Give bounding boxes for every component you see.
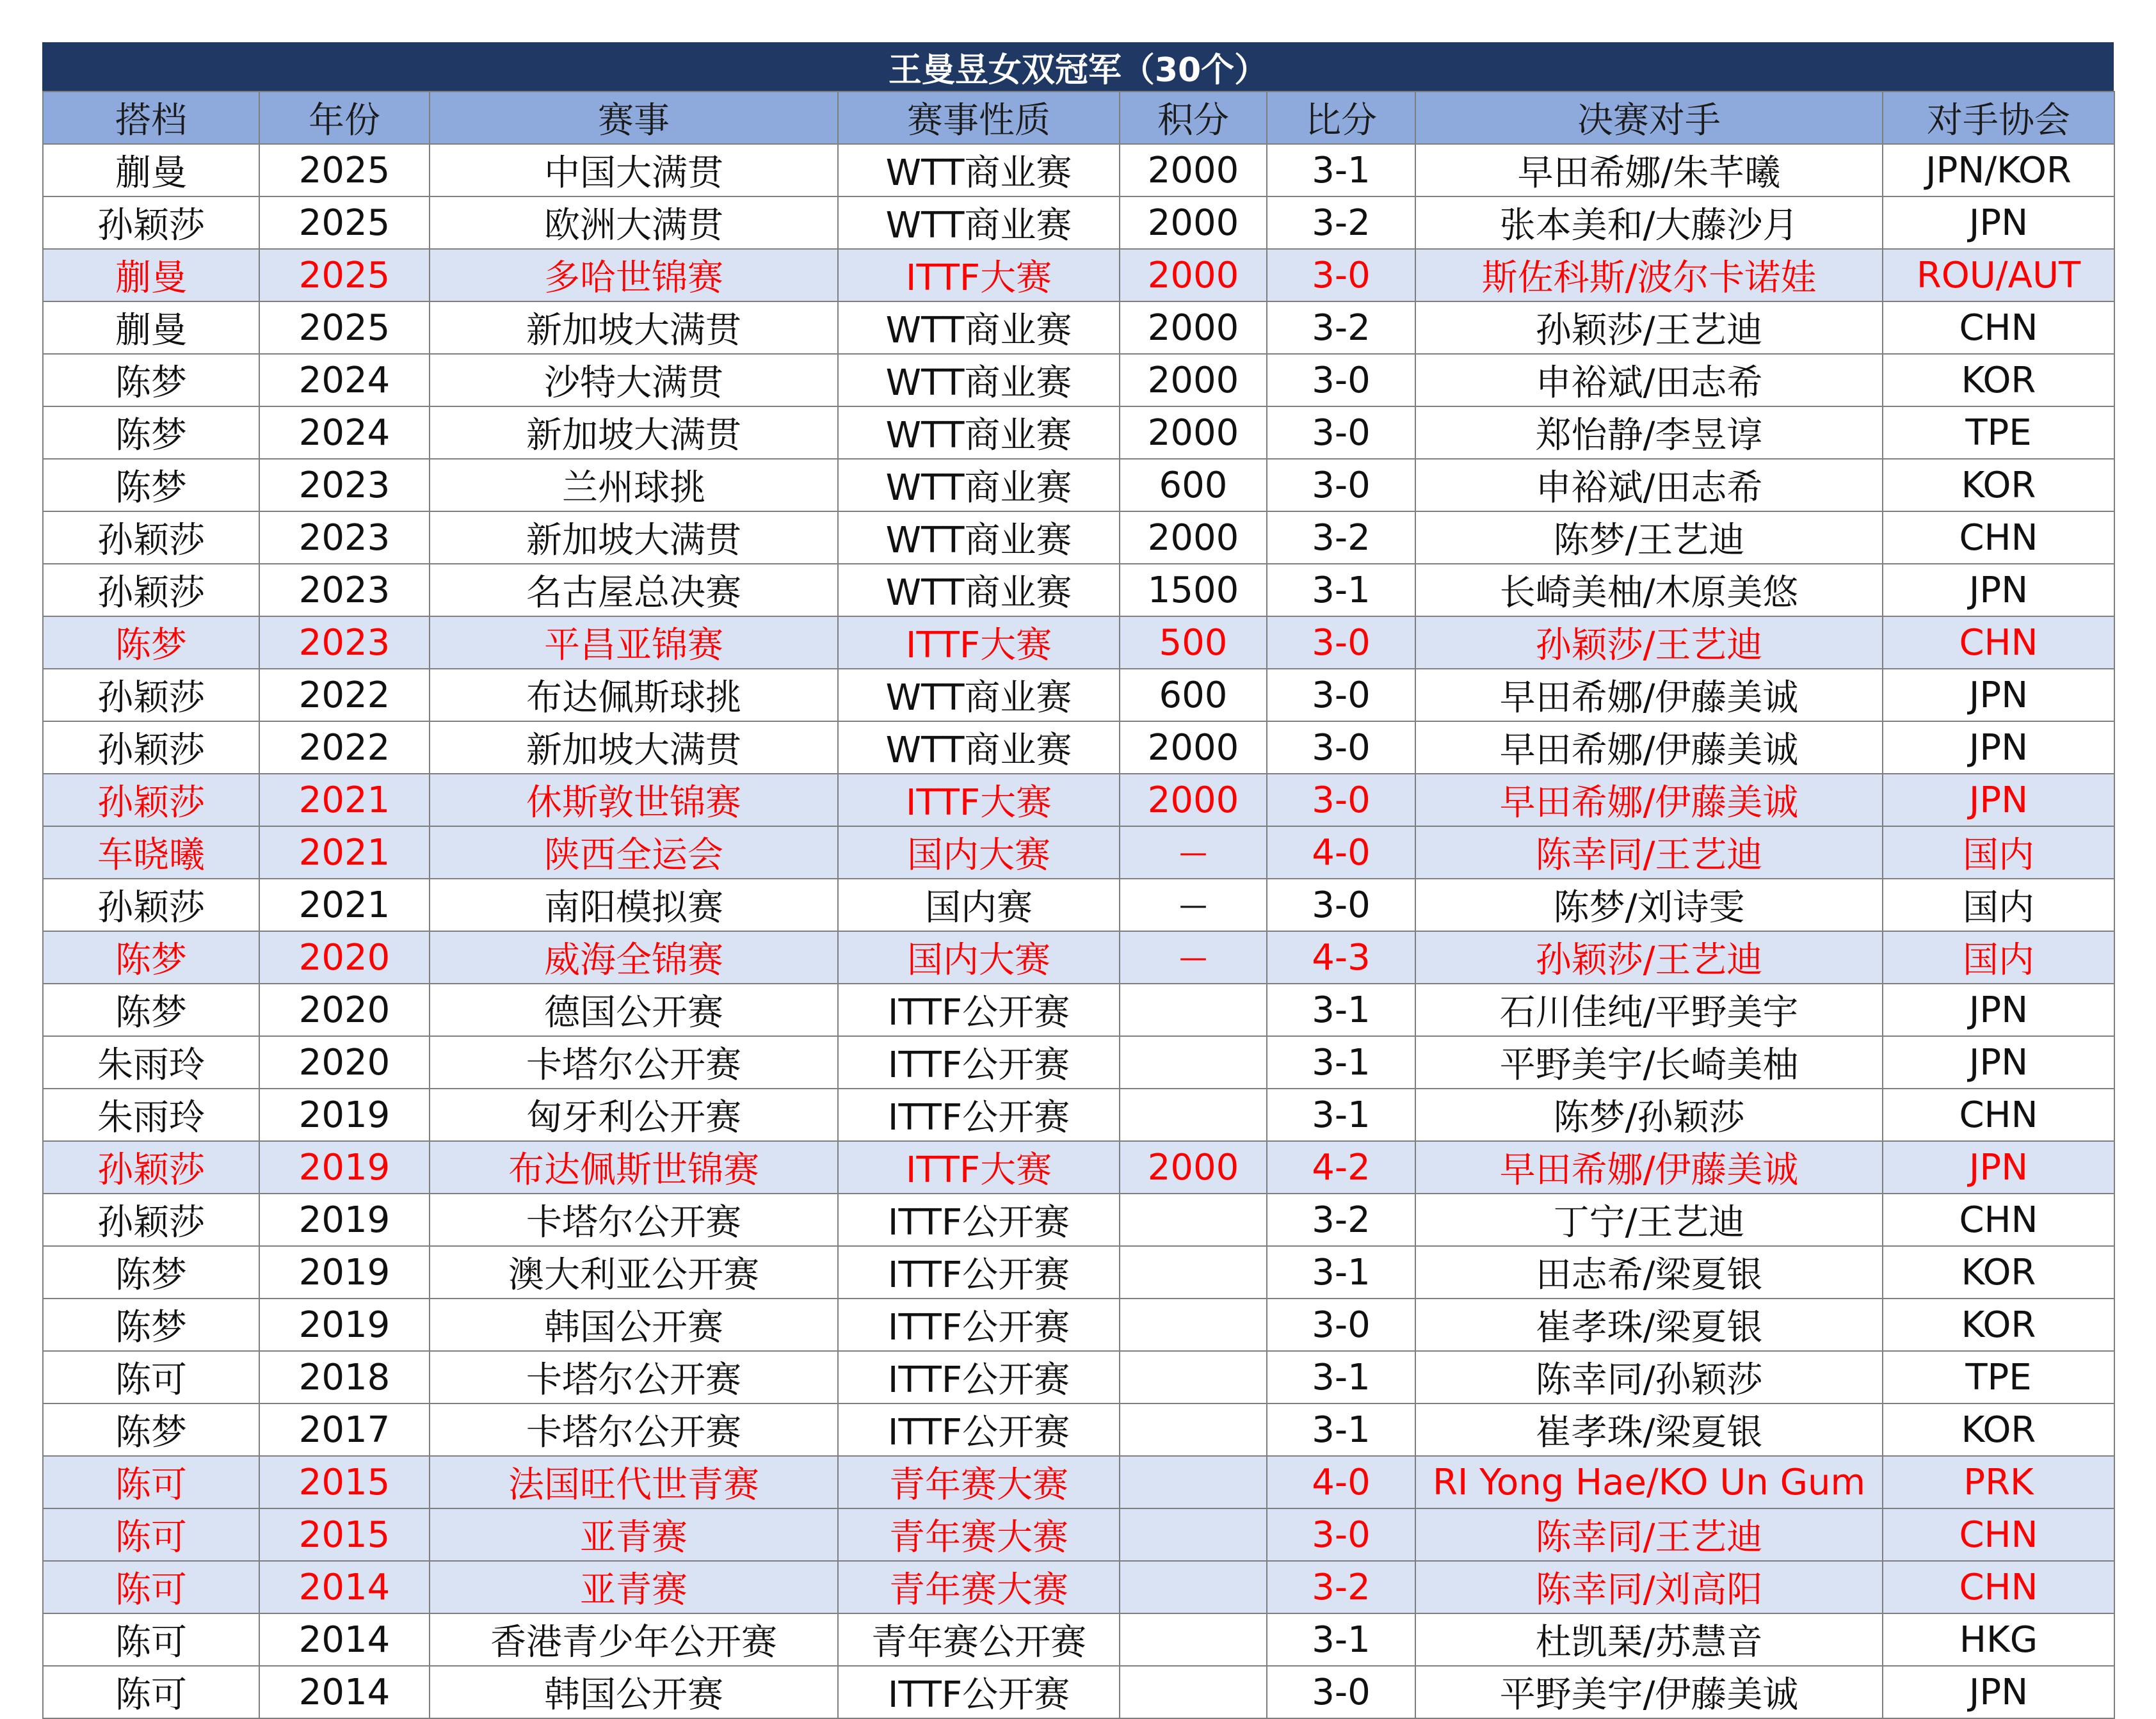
table-row	[43, 1141, 2114, 1194]
cell-final-opponent: 张本美和/大藤沙月	[1415, 196, 1883, 249]
cell-final-opponent: 陈幸同/孙颖莎	[1415, 1351, 1883, 1403]
cell-event-type: WTT商业赛	[838, 564, 1120, 616]
cell-partner: 蒯曼	[43, 249, 259, 301]
cell-event-type: WTT商业赛	[838, 301, 1120, 354]
cell-year: 2020	[259, 931, 430, 984]
cell-year: 2022	[259, 721, 430, 774]
cell-opponent-association: JPN	[1883, 1036, 2114, 1089]
cell-final-opponent: 陈幸同/王艺迪	[1415, 1508, 1883, 1561]
cell-event-type: WTT商业赛	[838, 511, 1120, 564]
cell-event-type: 国内大赛	[838, 931, 1120, 984]
cell-event: 多哈世锦赛	[430, 249, 838, 301]
cell-partner: 陈可	[43, 1508, 259, 1561]
cell-opponent-association: PRK	[1883, 1456, 2114, 1508]
cell-opponent-association: JPN	[1883, 196, 2114, 249]
cell-score: 3-0	[1267, 354, 1415, 406]
table-row	[43, 1456, 2114, 1508]
table-row	[43, 826, 2114, 879]
cell-year: 2015	[259, 1508, 430, 1561]
cell-score: 3-1	[1267, 1403, 1415, 1456]
cell-points: 600	[1120, 459, 1267, 511]
header-score: 比分	[1267, 92, 1415, 144]
cell-event-type: ITTF大赛	[838, 616, 1120, 669]
cell-event-type: WTT商业赛	[838, 669, 1120, 721]
cell-points: 1500	[1120, 564, 1267, 616]
cell-opponent-association: TPE	[1883, 406, 2114, 459]
cell-year: 2014	[259, 1613, 430, 1666]
cell-event: 法国旺代世青赛	[430, 1456, 838, 1508]
table-row	[43, 1299, 2114, 1351]
cell-event: 布达佩斯球挑	[430, 669, 838, 721]
cell-final-opponent: 斯佐科斯/波尔卡诺娃	[1415, 249, 1883, 301]
table-row	[43, 301, 2114, 354]
table-row	[43, 196, 2114, 249]
cell-event: 韩国公开赛	[430, 1299, 838, 1351]
cell-partner: 陈梦	[43, 931, 259, 984]
table-row	[43, 1403, 2114, 1456]
cell-points: 2000	[1120, 249, 1267, 301]
cell-event-type: WTT商业赛	[838, 196, 1120, 249]
cell-score: 4-2	[1267, 1141, 1415, 1194]
cell-event: 新加坡大满贯	[430, 301, 838, 354]
cell-score: 3-0	[1267, 879, 1415, 931]
cell-score: 4-3	[1267, 931, 1415, 984]
cell-opponent-association: ROU/AUT	[1883, 249, 2114, 301]
cell-event: 平昌亚锦赛	[430, 616, 838, 669]
cell-points	[1120, 1299, 1267, 1351]
cell-partner: 陈可	[43, 1351, 259, 1403]
cell-points: —	[1120, 879, 1267, 931]
cell-year: 2020	[259, 1036, 430, 1089]
cell-points: —	[1120, 931, 1267, 984]
cell-partner: 孙颖莎	[43, 879, 259, 931]
cell-event-type: WTT商业赛	[838, 144, 1120, 196]
cell-points: 600	[1120, 669, 1267, 721]
cell-points	[1120, 1508, 1267, 1561]
cell-opponent-association: 国内	[1883, 879, 2114, 931]
cell-final-opponent: 早田希娜/伊藤美诚	[1415, 721, 1883, 774]
cell-score: 3-0	[1267, 721, 1415, 774]
cell-event-type: ITTF公开赛	[838, 1351, 1120, 1403]
cell-year: 2021	[259, 879, 430, 931]
cell-points	[1120, 1246, 1267, 1299]
header-partner: 搭档	[43, 92, 259, 144]
cell-event: 香港青少年公开赛	[430, 1613, 838, 1666]
table-row	[43, 984, 2114, 1036]
cell-score: 4-0	[1267, 826, 1415, 879]
cell-event: 中国大满贯	[430, 144, 838, 196]
cell-event: 亚青赛	[430, 1508, 838, 1561]
cell-final-opponent: 平野美宇/长崎美柚	[1415, 1036, 1883, 1089]
cell-year: 2025	[259, 144, 430, 196]
table-row	[43, 616, 2114, 669]
cell-final-opponent: 田志希/梁夏银	[1415, 1246, 1883, 1299]
cell-partner: 陈可	[43, 1561, 259, 1613]
table-row	[43, 354, 2114, 406]
table-row	[43, 1194, 2114, 1246]
cell-score: 3-0	[1267, 249, 1415, 301]
cell-final-opponent: 崔孝珠/梁夏银	[1415, 1299, 1883, 1351]
cell-partner: 蒯曼	[43, 301, 259, 354]
cell-score: 3-1	[1267, 144, 1415, 196]
cell-year: 2025	[259, 249, 430, 301]
cell-year: 2020	[259, 984, 430, 1036]
cell-year: 2019	[259, 1089, 430, 1141]
cell-opponent-association: JPN	[1883, 984, 2114, 1036]
cell-final-opponent: 早田希娜/朱芊曦	[1415, 144, 1883, 196]
cell-points	[1120, 1089, 1267, 1141]
cell-final-opponent: 早田希娜/伊藤美诚	[1415, 669, 1883, 721]
cell-partner: 陈梦	[43, 1299, 259, 1351]
cell-points: 2000	[1120, 354, 1267, 406]
cell-points	[1120, 1561, 1267, 1613]
cell-year: 2024	[259, 354, 430, 406]
cell-event: 卡塔尔公开赛	[430, 1351, 838, 1403]
cell-points	[1120, 1194, 1267, 1246]
cell-year: 2019	[259, 1246, 430, 1299]
cell-points: 2000	[1120, 721, 1267, 774]
cell-points: 2000	[1120, 511, 1267, 564]
cell-event: 陕西全运会	[430, 826, 838, 879]
cell-score: 3-0	[1267, 406, 1415, 459]
cell-year: 2019	[259, 1299, 430, 1351]
table-row	[43, 879, 2114, 931]
cell-final-opponent: 孙颖莎/王艺迪	[1415, 301, 1883, 354]
cell-partner: 孙颖莎	[43, 1194, 259, 1246]
table-row	[43, 406, 2114, 459]
cell-opponent-association: JPN	[1883, 721, 2114, 774]
cell-score: 3-2	[1267, 1561, 1415, 1613]
cell-year: 2025	[259, 196, 430, 249]
cell-opponent-association: KOR	[1883, 1299, 2114, 1351]
cell-score: 3-0	[1267, 774, 1415, 826]
cell-year: 2018	[259, 1351, 430, 1403]
cell-final-opponent: 孙颖莎/王艺迪	[1415, 931, 1883, 984]
cell-opponent-association: HKG	[1883, 1613, 2114, 1666]
cell-event-type: ITTF大赛	[838, 249, 1120, 301]
cell-opponent-association: JPN	[1883, 1666, 2114, 1718]
cell-year: 2021	[259, 774, 430, 826]
header-event-type: 赛事性质	[838, 92, 1120, 144]
cell-event-type: 青年赛大赛	[838, 1561, 1120, 1613]
cell-partner: 陈梦	[43, 459, 259, 511]
cell-event-type: 青年赛大赛	[838, 1508, 1120, 1561]
cell-score: 3-1	[1267, 1246, 1415, 1299]
cell-score: 3-2	[1267, 1194, 1415, 1246]
cell-event: 新加坡大满贯	[430, 511, 838, 564]
cell-points: —	[1120, 826, 1267, 879]
cell-event-type: WTT商业赛	[838, 721, 1120, 774]
cell-points	[1120, 1666, 1267, 1718]
cell-final-opponent: 陈梦/孙颖莎	[1415, 1089, 1883, 1141]
table-row	[43, 931, 2114, 984]
header-year: 年份	[259, 92, 430, 144]
table-row	[43, 459, 2114, 511]
cell-points: 2000	[1120, 1141, 1267, 1194]
cell-score: 3-1	[1267, 984, 1415, 1036]
cell-year: 2022	[259, 669, 430, 721]
table-row	[43, 564, 2114, 616]
cell-opponent-association: 国内	[1883, 931, 2114, 984]
table-body	[43, 144, 2114, 1718]
cell-opponent-association: JPN	[1883, 1141, 2114, 1194]
cell-event-type: WTT商业赛	[838, 406, 1120, 459]
cell-opponent-association: JPN/KOR	[1883, 144, 2114, 196]
cell-score: 3-0	[1267, 459, 1415, 511]
cell-event: 澳大利亚公开赛	[430, 1246, 838, 1299]
table-row	[43, 721, 2114, 774]
cell-event: 德国公开赛	[430, 984, 838, 1036]
cell-event: 兰州球挑	[430, 459, 838, 511]
table-row	[43, 249, 2114, 301]
cell-event-type: ITTF公开赛	[838, 1246, 1120, 1299]
cell-opponent-association: KOR	[1883, 1246, 2114, 1299]
cell-opponent-association: CHN	[1883, 1194, 2114, 1246]
cell-points: 500	[1120, 616, 1267, 669]
cell-score: 3-0	[1267, 669, 1415, 721]
cell-score: 3-0	[1267, 1508, 1415, 1561]
cell-final-opponent: 申裕斌/田志希	[1415, 459, 1883, 511]
cell-final-opponent: RI Yong Hae/KO Un Gum	[1415, 1456, 1883, 1508]
cell-partner: 孙颖莎	[43, 774, 259, 826]
cell-event-type: ITTF公开赛	[838, 1089, 1120, 1141]
cell-event-type: WTT商业赛	[838, 354, 1120, 406]
cell-points	[1120, 1351, 1267, 1403]
cell-opponent-association: TPE	[1883, 1351, 2114, 1403]
cell-final-opponent: 杜凯琹/苏慧音	[1415, 1613, 1883, 1666]
cell-year: 2023	[259, 564, 430, 616]
cell-final-opponent: 早田希娜/伊藤美诚	[1415, 774, 1883, 826]
cell-event: 布达佩斯世锦赛	[430, 1141, 838, 1194]
cell-score: 3-1	[1267, 1351, 1415, 1403]
cell-year: 2019	[259, 1141, 430, 1194]
table-row	[43, 1666, 2114, 1718]
cell-points	[1120, 984, 1267, 1036]
table-row	[43, 774, 2114, 826]
cell-year: 2015	[259, 1456, 430, 1508]
cell-partner: 车晓曦	[43, 826, 259, 879]
cell-year: 2021	[259, 826, 430, 879]
cell-opponent-association: CHN	[1883, 511, 2114, 564]
cell-score: 3-0	[1267, 1299, 1415, 1351]
cell-opponent-association: JPN	[1883, 564, 2114, 616]
cell-partner: 陈可	[43, 1456, 259, 1508]
cell-event-type: ITTF公开赛	[838, 1403, 1120, 1456]
cell-partner: 陈梦	[43, 1246, 259, 1299]
cell-event-type: ITTF大赛	[838, 774, 1120, 826]
cell-points	[1120, 1613, 1267, 1666]
cell-points: 2000	[1120, 406, 1267, 459]
cell-event: 南阳模拟赛	[430, 879, 838, 931]
cell-partner: 陈可	[43, 1666, 259, 1718]
table-row	[43, 144, 2114, 196]
cell-final-opponent: 陈幸同/王艺迪	[1415, 826, 1883, 879]
cell-event: 匈牙利公开赛	[430, 1089, 838, 1141]
cell-score: 3-1	[1267, 564, 1415, 616]
cell-event: 新加坡大满贯	[430, 721, 838, 774]
cell-event: 欧洲大满贯	[430, 196, 838, 249]
cell-opponent-association: 国内	[1883, 826, 2114, 879]
cell-points: 2000	[1120, 301, 1267, 354]
cell-opponent-association: JPN	[1883, 669, 2114, 721]
cell-points: 2000	[1120, 774, 1267, 826]
cell-partner: 朱雨玲	[43, 1036, 259, 1089]
cell-partner: 陈梦	[43, 984, 259, 1036]
cell-event: 卡塔尔公开赛	[430, 1403, 838, 1456]
cell-partner: 陈梦	[43, 406, 259, 459]
cell-year: 2017	[259, 1403, 430, 1456]
cell-opponent-association: KOR	[1883, 1403, 2114, 1456]
cell-partner: 孙颖莎	[43, 564, 259, 616]
cell-year: 2024	[259, 406, 430, 459]
cell-event-type: 青年赛大赛	[838, 1456, 1120, 1508]
cell-event: 亚青赛	[430, 1561, 838, 1613]
table-title: 王曼昱女双冠军（30个）	[42, 42, 2114, 91]
cell-year: 2023	[259, 616, 430, 669]
cell-event: 新加坡大满贯	[430, 406, 838, 459]
table-row	[43, 1246, 2114, 1299]
cell-opponent-association: KOR	[1883, 459, 2114, 511]
cell-event-type: ITTF公开赛	[838, 1194, 1120, 1246]
cell-event: 名古屋总决赛	[430, 564, 838, 616]
header-row	[43, 92, 2114, 144]
cell-final-opponent: 陈幸同/刘高阳	[1415, 1561, 1883, 1613]
cell-partner: 孙颖莎	[43, 669, 259, 721]
cell-final-opponent: 郑怡静/李昱谆	[1415, 406, 1883, 459]
cell-final-opponent: 申裕斌/田志希	[1415, 354, 1883, 406]
cell-final-opponent: 早田希娜/伊藤美诚	[1415, 1141, 1883, 1194]
header-event: 赛事	[430, 92, 838, 144]
cell-opponent-association: CHN	[1883, 1508, 2114, 1561]
cell-score: 3-0	[1267, 1666, 1415, 1718]
cell-final-opponent: 崔孝珠/梁夏银	[1415, 1403, 1883, 1456]
cell-opponent-association: CHN	[1883, 1561, 2114, 1613]
cell-event: 休斯敦世锦赛	[430, 774, 838, 826]
cell-final-opponent: 石川佳纯/平野美宇	[1415, 984, 1883, 1036]
table-row	[43, 669, 2114, 721]
cell-year: 2014	[259, 1666, 430, 1718]
cell-opponent-association: JPN	[1883, 774, 2114, 826]
cell-event-type: ITTF大赛	[838, 1141, 1120, 1194]
cell-score: 3-1	[1267, 1089, 1415, 1141]
cell-points: 2000	[1120, 144, 1267, 196]
header-points: 积分	[1120, 92, 1267, 144]
cell-score: 4-0	[1267, 1456, 1415, 1508]
cell-final-opponent: 长崎美柚/木原美悠	[1415, 564, 1883, 616]
cell-partner: 孙颖莎	[43, 511, 259, 564]
cell-score: 3-1	[1267, 1036, 1415, 1089]
cell-event-type: ITTF公开赛	[838, 1299, 1120, 1351]
cell-points	[1120, 1403, 1267, 1456]
cell-final-opponent: 孙颖莎/王艺迪	[1415, 616, 1883, 669]
table-row	[43, 1036, 2114, 1089]
cell-year: 2023	[259, 511, 430, 564]
cell-opponent-association: CHN	[1883, 1089, 2114, 1141]
cell-score: 3-2	[1267, 196, 1415, 249]
header-opponent-association: 对手协会	[1883, 92, 2114, 144]
table-row	[43, 1089, 2114, 1141]
cell-points	[1120, 1036, 1267, 1089]
cell-score: 3-2	[1267, 511, 1415, 564]
cell-partner: 孙颖莎	[43, 196, 259, 249]
table-row	[43, 1561, 2114, 1613]
cell-points: 2000	[1120, 196, 1267, 249]
cell-event-type: 国内大赛	[838, 826, 1120, 879]
table-row	[43, 1613, 2114, 1666]
cell-final-opponent: 平野美宇/伊藤美诚	[1415, 1666, 1883, 1718]
cell-score: 3-1	[1267, 1613, 1415, 1666]
cell-event-type: ITTF公开赛	[838, 984, 1120, 1036]
cell-event-type: 国内赛	[838, 879, 1120, 931]
cell-final-opponent: 丁宁/王艺迪	[1415, 1194, 1883, 1246]
cell-event: 卡塔尔公开赛	[430, 1194, 838, 1246]
header-final-opponent: 决赛对手	[1415, 92, 1883, 144]
cell-year: 2014	[259, 1561, 430, 1613]
cell-final-opponent: 陈梦/王艺迪	[1415, 511, 1883, 564]
cell-partner: 朱雨玲	[43, 1089, 259, 1141]
cell-opponent-association: CHN	[1883, 616, 2114, 669]
cell-year: 2023	[259, 459, 430, 511]
cell-partner: 蒯曼	[43, 144, 259, 196]
cell-event: 韩国公开赛	[430, 1666, 838, 1718]
cell-event: 卡塔尔公开赛	[430, 1036, 838, 1089]
cell-points	[1120, 1456, 1267, 1508]
table-row	[43, 511, 2114, 564]
cell-event-type: WTT商业赛	[838, 459, 1120, 511]
cell-partner: 陈梦	[43, 1403, 259, 1456]
cell-partner: 陈可	[43, 1613, 259, 1666]
cell-event-type: 青年赛公开赛	[838, 1613, 1120, 1666]
championship-table-sheet	[42, 42, 2114, 1719]
cell-event-type: ITTF公开赛	[838, 1666, 1120, 1718]
cell-score: 3-0	[1267, 616, 1415, 669]
cell-year: 2019	[259, 1194, 430, 1246]
cell-event-type: ITTF公开赛	[838, 1036, 1120, 1089]
cell-opponent-association: KOR	[1883, 354, 2114, 406]
cell-partner: 陈梦	[43, 616, 259, 669]
cell-partner: 孙颖莎	[43, 721, 259, 774]
cell-score: 3-2	[1267, 301, 1415, 354]
championship-table	[42, 91, 2115, 1719]
table-row	[43, 1351, 2114, 1403]
cell-event: 沙特大满贯	[430, 354, 838, 406]
cell-final-opponent: 陈梦/刘诗雯	[1415, 879, 1883, 931]
cell-event: 威海全锦赛	[430, 931, 838, 984]
cell-partner: 陈梦	[43, 354, 259, 406]
cell-partner: 孙颖莎	[43, 1141, 259, 1194]
table-row	[43, 1508, 2114, 1561]
cell-opponent-association: CHN	[1883, 301, 2114, 354]
cell-year: 2025	[259, 301, 430, 354]
